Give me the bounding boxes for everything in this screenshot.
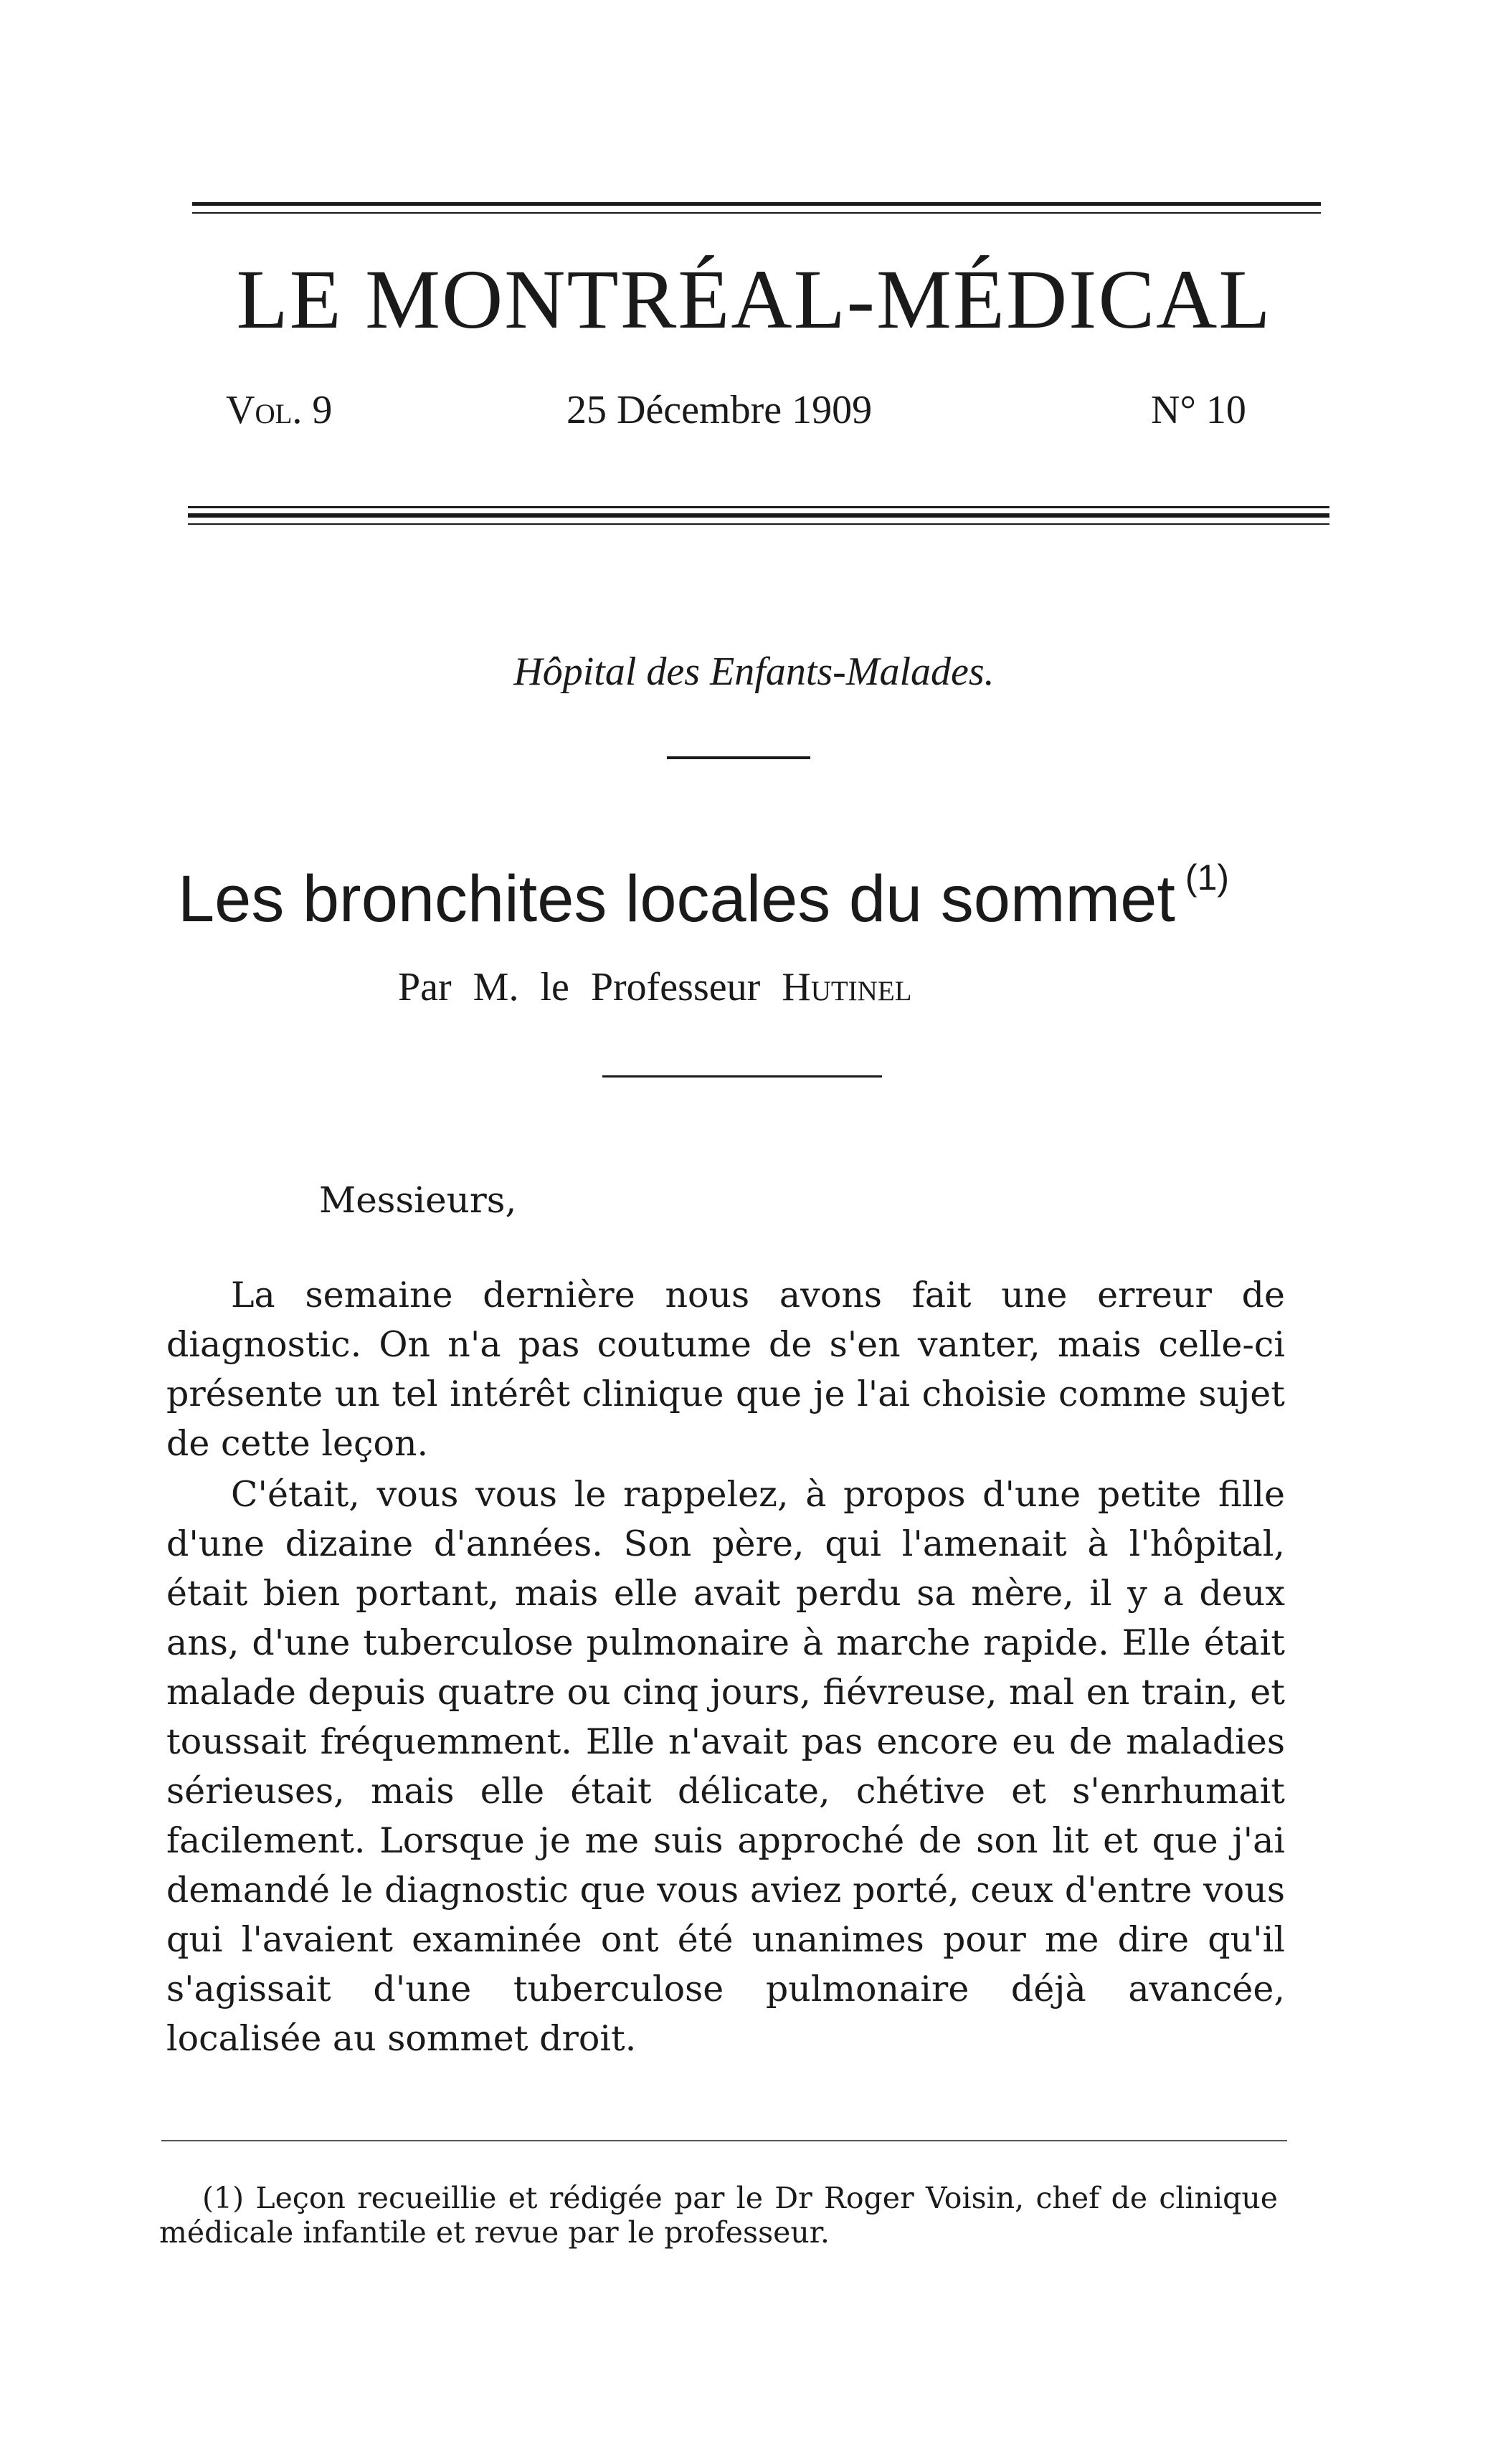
paragraph-2: C'était, vous vous le rappelez, à propos d'une petite fille d'une dizaine d'années. Son père, qui l'amenait à l'hôpital, était bien portant, mais elle avait perdu sa mère, il y a deux ans, d'une tuberculose pulmonaire à marche rapide. Elle était malade depuis quatre ou cinq jours, fiévreuse, mal en train, et toussait fréquemment. Elle n'avait pas encore eu de maladies sérieuses, mais elle était délicate, chétive et s'enrhumait facilement. Lorsque je me suis approché de son lit et que j'ai demandé le diagnostic que vous aviez porté, ceux d'entre vous qui l'avaient examinée ont été unanimes pour me dire qu'il s'agissait d'une tuberculose pulmonaire déjà avancée, localisée au sommet droit. [166, 1474, 1285, 2059]
paragraph-1: La semaine dernière nous avons fait une erreur de diagnostic. On n'a pas coutume de s'en vanter, mais celle-ci présente un tel intérêt clinique que je l'ai choisie comme sujet de cette leçon. [166, 1275, 1285, 1464]
author-prefix: Par M. le Professeur [398, 965, 761, 1009]
header-bottom-rule-thick [188, 513, 1329, 518]
ornament-divider-2 [602, 1075, 882, 1078]
article-body [166, 1270, 1285, 2063]
header-top-rule [192, 202, 1321, 206]
hospital-heading: Hôpital des Enfants-Malades. [513, 650, 995, 694]
article-title-text: Les bronchites locales du sommet [178, 862, 1175, 936]
issue-number: N° 10 [1151, 388, 1246, 432]
article-title [178, 857, 1229, 937]
author-line [398, 964, 911, 1010]
footnote: (1) Leçon recueillie et rédigée par le Dr Roger Voisin, chef de clinique médicale infantile et revue par le professeur. [159, 2181, 1278, 2250]
salutation: Messieurs, [319, 1179, 517, 1221]
footnote-marker: (1) [1185, 857, 1230, 898]
journal-title: LE MONTRÉAL-MÉDICAL [236, 252, 1272, 346]
header-top-rule-thin [192, 212, 1321, 214]
header-bottom-rule-thin [188, 523, 1329, 525]
author-name: Hutinel [782, 965, 912, 1009]
ornament-divider [667, 756, 810, 759]
footnote-separator [161, 2140, 1287, 2141]
issue-date: 25 Décembre 1909 [566, 388, 873, 432]
volume-label: Vol. 9 [226, 388, 333, 432]
header-bottom-rule [188, 506, 1329, 508]
